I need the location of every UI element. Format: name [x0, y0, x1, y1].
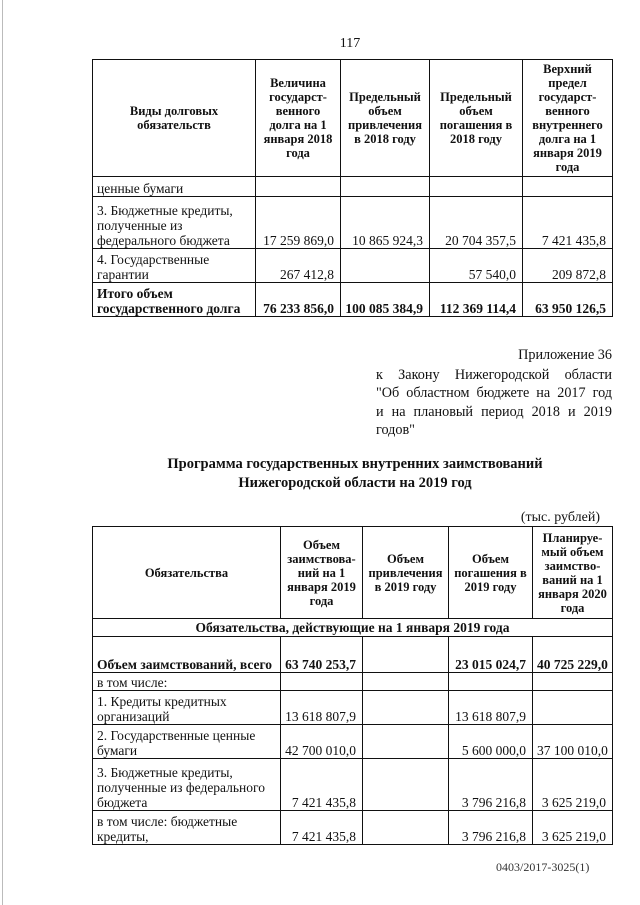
header-cell: Планируе-мый объем заимство-ваний на 1 января 2020 года [533, 527, 613, 619]
appendix-line: "Об областном бюджете на 2017 год [376, 385, 612, 401]
table-row [93, 691, 613, 725]
debt-limits-table [92, 59, 613, 317]
cell-value [363, 811, 449, 845]
document-code: 0403/2017-3025(1) [496, 860, 590, 874]
cell-label: Итого объем государственного долга [93, 283, 256, 317]
cell-value: 63 740 253,7 [281, 637, 363, 673]
cell-value: 3 796 216,8 [449, 759, 533, 811]
cell-value [449, 673, 533, 691]
cell-value: 63 950 126,5 [523, 283, 613, 317]
cell-value: 3 625 219,0 [533, 811, 613, 845]
header-cell: Величина государст-венного долга на 1 января 2018 года [256, 60, 341, 177]
cell-value: 76 233 856,0 [256, 283, 341, 317]
table-row [93, 197, 613, 249]
cell-value [281, 673, 363, 691]
cell-value [363, 691, 449, 725]
cell-value [363, 759, 449, 811]
cell-value: 7 421 435,8 [523, 197, 613, 249]
cell-label: 3. Бюджетные кредиты, полученные из федерального бюджета [93, 197, 256, 249]
cell-value [533, 673, 613, 691]
header-cell: Объем погашения в 2019 году [449, 527, 533, 619]
appendix-note [376, 346, 612, 440]
cell-value: 57 540,0 [430, 249, 523, 283]
cell-value: 209 872,8 [523, 249, 613, 283]
header-cell: Объем привлечения в 2019 году [363, 527, 449, 619]
cell-value [363, 673, 449, 691]
cell-value [523, 177, 613, 197]
cell-value: 267 412,8 [256, 249, 341, 283]
cell-value [533, 691, 613, 725]
cell-value [363, 637, 449, 673]
program-title [130, 455, 580, 493]
section-row [93, 619, 613, 637]
cell-value: 5 600 000,0 [449, 725, 533, 759]
table-header-row [93, 527, 613, 619]
appendix-number: Приложение 36 [518, 347, 612, 363]
page-edge [2, 0, 3, 905]
cell-value: 7 421 435,8 [281, 811, 363, 845]
appendix-line: и на плановый период 2018 и 2019 [376, 403, 612, 420]
header-cell: Виды долговых обязательств [93, 60, 256, 177]
cell-value: 23 015 024,7 [449, 637, 533, 673]
table-row [93, 249, 613, 283]
header-cell: Обязательства [93, 527, 281, 619]
table-header-row [93, 60, 613, 177]
cell-value: 7 421 435,8 [281, 759, 363, 811]
cell-label: 1. Кредиты кредитных организаций [93, 691, 281, 725]
cell-value [256, 177, 341, 197]
program-title-line: Нижегородской области на 2019 год [238, 475, 472, 491]
cell-value: 42 700 010,0 [281, 725, 363, 759]
cell-value: 13 618 807,9 [281, 691, 363, 725]
cell-value: 3 796 216,8 [449, 811, 533, 845]
cell-label: в том числе: [93, 673, 281, 691]
cell-value: 40 725 229,0 [533, 637, 613, 673]
cell-value: 20 704 357,5 [430, 197, 523, 249]
cell-value [341, 249, 430, 283]
appendix-line: к Закону Нижегородской области [376, 366, 612, 383]
header-cell: Предельный объем привлечения в 2018 году [341, 60, 430, 177]
cell-value: 100 085 384,9 [341, 283, 430, 317]
cell-value [363, 725, 449, 759]
cell-label: 2. Государственные ценные бумаги [93, 725, 281, 759]
table-row [93, 759, 613, 811]
cell-label: в том числе: бюджетные кредиты, [93, 811, 281, 845]
table-row [93, 177, 613, 197]
cell-label: Объем заимствований, всего [93, 637, 281, 673]
cell-value: 3 625 219,0 [533, 759, 613, 811]
units-label: (тыс. рублей) [520, 510, 600, 525]
cell-value: 17 259 869,0 [256, 197, 341, 249]
total-row [93, 283, 613, 317]
cell-label: ценные бумаги [93, 177, 256, 197]
table-row [93, 725, 613, 759]
cell-label: 4. Государственные гарантии [93, 249, 256, 283]
page-number: 117 [339, 36, 361, 51]
appendix-line: годов" [376, 422, 415, 438]
total-row [93, 637, 613, 673]
cell-value: 112 369 114,4 [430, 283, 523, 317]
cell-value: 10 865 924,3 [341, 197, 430, 249]
cell-label: 3. Бюджетные кредиты, полученные из федерального бюджета [93, 759, 281, 811]
section-heading: Обязательства, действующие на 1 января 2019 года [93, 619, 613, 637]
header-cell: Предельный объем погашения в 2018 году [430, 60, 523, 177]
borrowing-program-table [92, 526, 613, 845]
header-cell: Верхний предел государст-венного внутреннего долга на 1 января 2019 года [523, 60, 613, 177]
header-cell: Объем заимствова-ний на 1 января 2019 года [281, 527, 363, 619]
program-title-line: Программа государственных внутренних заимствований [167, 456, 543, 472]
cell-value [341, 177, 430, 197]
cell-value: 13 618 807,9 [449, 691, 533, 725]
cell-value: 37 100 010,0 [533, 725, 613, 759]
table-row [93, 811, 613, 845]
table-row [93, 673, 613, 691]
cell-value [430, 177, 523, 197]
